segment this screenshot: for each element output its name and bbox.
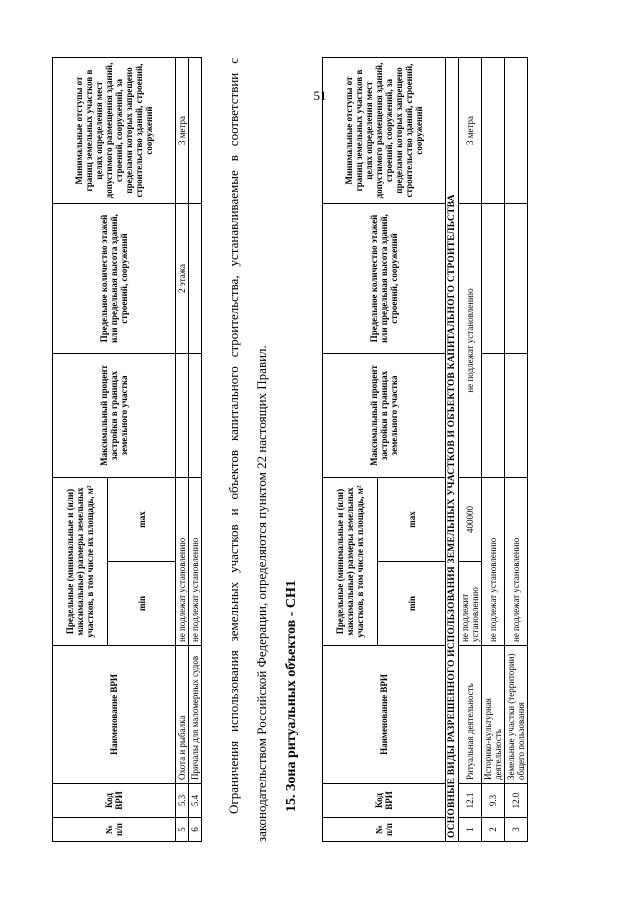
rotated-page-content: [52, 50, 588, 842]
section-title: 15. Зона ритуальных объектов - СН1: [284, 580, 299, 812]
table-row: [189, 57, 202, 841]
cell-code: 5.3: [176, 784, 189, 818]
cell-max: 400000: [459, 477, 482, 561]
table-header-row: [323, 57, 378, 841]
table-row: [176, 57, 189, 841]
cell-name: Причалы для маломерных судов: [189, 646, 202, 784]
cell-sizes: не подлежат установлению: [176, 477, 189, 645]
table-row: [505, 57, 528, 841]
cell-setback: [482, 57, 505, 203]
cell-code: 5.4: [189, 784, 202, 818]
header-min: min: [108, 562, 176, 646]
header-min: min: [378, 562, 446, 646]
header-num: № п/п: [53, 818, 176, 842]
cell-name: Историко-культурная деятельность: [482, 646, 505, 784]
cell-sizes: не подлежат установлению: [505, 477, 528, 645]
table-row: [459, 57, 482, 841]
cell-min: не подлежит установлению: [459, 562, 482, 646]
header-max: max: [378, 477, 446, 561]
cell-floors: [505, 203, 528, 353]
group-title: ОСНОВНЫЕ ВИДЫ РАЗРЕШЕННОГО ИСПОЛЬЗОВАНИЯ ЗЕМЕЛЬНЫХ УЧАСТКОВ И ОБЪЕКТОВ КАПИТАЛЬНОГО СТРОИТЕЛЬСТВА: [446, 57, 459, 841]
table-land-use-continued: [52, 57, 202, 842]
cell-code: 12.0: [505, 784, 528, 818]
header-sizes: Предельные (минимальные и (или) максимальные) размеры земельных участков, в том числе их площадь, м²: [53, 477, 108, 645]
header-percent: Максимальный процент застройки в границах земельного участка: [53, 353, 176, 477]
table-ritual-zone: [322, 57, 528, 842]
cell-percent: [189, 353, 202, 477]
restrictions-paragraph: Ограничения использования земельных участков и объектов капитального строительства, устанавливаемые в соответствии с законодательством Российской Федерации, определяются пунктом 22 настоящих Правил.: [226, 58, 269, 842]
cell-floors: 2 этажа: [176, 203, 189, 353]
header-num: № п/п: [323, 818, 446, 842]
cell-setback: 3 метра: [459, 57, 482, 203]
cell-name: Ритуальная деятельность: [459, 646, 482, 784]
table-header-row: [53, 57, 108, 841]
header-percent: Максимальный процент застройки в границах земельного участка: [323, 353, 446, 477]
header-name: Наименование ВРИ: [53, 646, 176, 784]
cell-num: 3: [505, 818, 528, 842]
cell-name: Земельные участки (территории) общего пользования: [505, 646, 528, 784]
header-floors: Предельное количество этажей или предельная высота зданий, строений, сооружений: [323, 203, 446, 353]
header-sizes: Предельные (минимальные и (или) максимальные) размеры земельных участков, в том числе их площадь, м²: [323, 477, 378, 645]
page-number: 51: [313, 88, 327, 103]
cell-floors: [482, 203, 505, 353]
cell-sizes: не подлежат установлению: [189, 477, 202, 645]
cell-setback: [505, 57, 528, 203]
cell-percent: [176, 353, 189, 477]
cell-setback: 3 метра: [176, 57, 189, 203]
cell-percent: не подлежат установлению: [459, 203, 482, 477]
cell-setback: [189, 57, 202, 203]
cell-percent: [482, 353, 505, 477]
header-setback: Минимальные отступы от границ земельных участков в целях определения мест допустимого размещения зданий, строений, сооружений, за пределами которых запрещено строительство зданий, строений, сооружений: [53, 57, 176, 203]
cell-floors: [189, 203, 202, 353]
table-row: [482, 57, 505, 841]
header-floors: Предельное количество этажей или предельная высота зданий, строений, сооружений: [53, 203, 176, 353]
header-max: max: [108, 477, 176, 561]
cell-num: 1: [459, 818, 482, 842]
header-code: Код ВРИ: [323, 784, 446, 818]
cell-name: Охота и рыбалка: [176, 646, 189, 784]
header-setback: Минимальные отступы от границ земельных участков в целях определения мест допустимого размещения зданий, строений, сооружений, за пределами которых запрещено строительство зданий, строений, сооружений: [323, 57, 446, 203]
cell-sizes: не подлежат установлению: [482, 477, 505, 645]
cell-num: 5: [176, 818, 189, 842]
cell-num: 6: [189, 818, 202, 842]
header-code: Код ВРИ: [53, 784, 176, 818]
cell-code: 9.3: [482, 784, 505, 818]
cell-num: 2: [482, 818, 505, 842]
group-header-row: [446, 57, 459, 841]
header-name: Наименование ВРИ: [323, 646, 446, 784]
cell-percent: [505, 353, 528, 477]
cell-code: 12.1: [459, 784, 482, 818]
